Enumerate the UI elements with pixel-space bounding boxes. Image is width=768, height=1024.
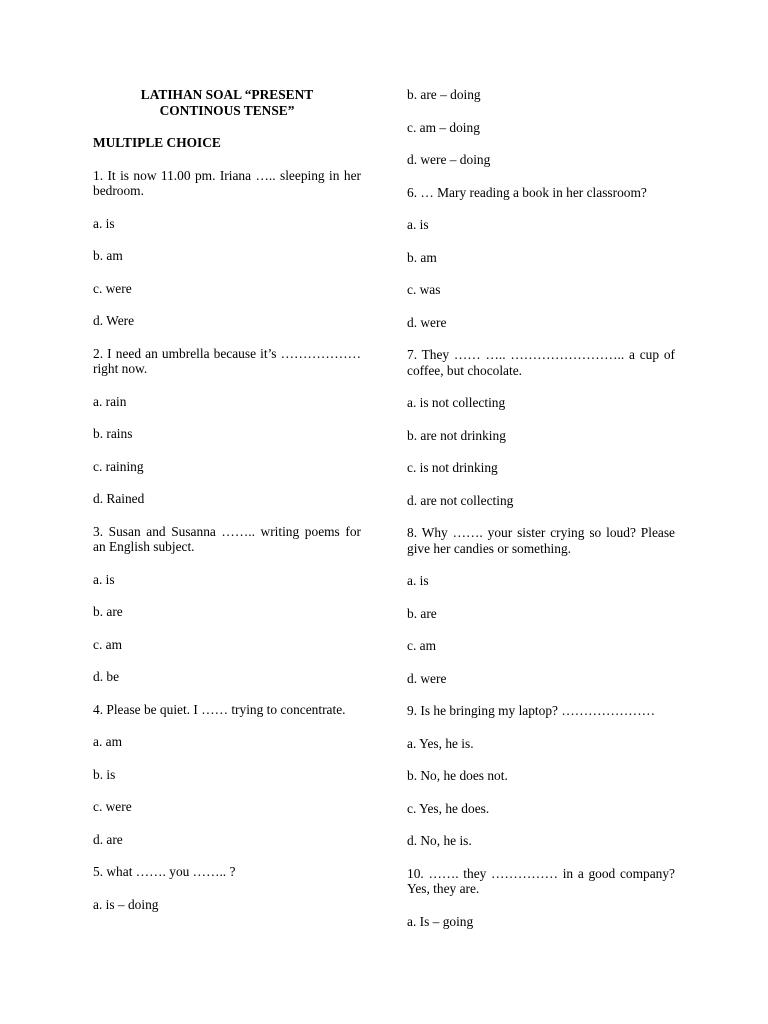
title-line-2: CONTINOUS TENSE” [159, 102, 295, 118]
question-9-option-c: c. Yes, he does. [407, 800, 490, 816]
question-7-option-d: d. are not collecting [407, 492, 514, 508]
question-9-option-b: b. No, he does not. [407, 768, 508, 783]
question-8: 8. Why ……. your sister crying so loud? Please give her candies or something. [407, 525, 675, 556]
document-title [93, 87, 361, 118]
question-2-option-a: a. rain [93, 393, 127, 409]
question-1-option-c: c. were [93, 280, 132, 296]
question-4: 4. Please be quiet. I …… trying to concentrate. [93, 701, 346, 717]
question-4-option-b: b. is [93, 766, 116, 782]
question-1-option-d: d. Were [93, 313, 135, 328]
question-10: 10. ……. they …………… in a good company? Yes, they are. [407, 865, 675, 896]
question-9-option-a: a. Yes, he is. [407, 735, 474, 751]
question-1-option-a: a. is [93, 215, 115, 231]
question-3-option-d: d. be [93, 669, 120, 684]
question-3-option-a: a. is [93, 571, 115, 587]
question-7-option-c: c. is not drinking [407, 460, 498, 475]
question-6-option-b: b. am [407, 249, 437, 265]
question-7-option-a: a. is not collecting [407, 395, 506, 410]
question-9-option-d: d. No, he is. [407, 833, 472, 848]
question-7-option-b: b. are not drinking [407, 427, 506, 443]
question-5-option-b: b. are – doing [407, 87, 481, 102]
question-3: 3. Susan and Susanna …….. writing poems for an English subject. [93, 523, 361, 554]
question-4-option-a: a. am [93, 734, 122, 749]
question-9: 9. Is he bringing my laptop? ………………… [407, 703, 656, 718]
question-6-option-c: c. was [407, 282, 441, 297]
question-3-option-c: c. am [93, 636, 122, 652]
question-4-option-c: c. were [93, 799, 132, 814]
question-6-option-a: a. is [407, 217, 429, 232]
question-6: 6. … Mary reading a book in her classroom? [407, 184, 647, 200]
question-8-option-a: a. is [407, 573, 429, 588]
question-1-option-b: b. am [93, 248, 123, 263]
title-line-1: LATIHAN SOAL “PRESENT [140, 87, 314, 102]
question-3-option-b: b. are [93, 604, 123, 619]
question-5-option-c: c. am – doing [407, 119, 480, 135]
question-5-option-a: a. is – doing [93, 896, 159, 912]
question-2: 2. I need an umbrella because it’s ……………… right now. [93, 345, 361, 376]
question-6-option-d: d. were [407, 314, 447, 330]
right-column [407, 87, 675, 946]
question-5-option-d: d. were – doing [407, 152, 491, 167]
left-column [93, 87, 361, 929]
question-5: 5. what ……. you …….. ? [93, 864, 236, 879]
question-8-option-b: b. are [407, 605, 437, 621]
question-7: 7. They …… ….. …………………….. a cup of coffee, but chocolate. [407, 347, 675, 378]
question-8-option-c: c. am [407, 638, 436, 653]
question-1: 1. It is now 11.00 pm. Iriana ….. sleeping in her bedroom. [93, 167, 361, 198]
question-2-option-c: c. raining [93, 458, 144, 474]
question-2-option-d: d. Rained [93, 491, 145, 506]
section-heading: MULTIPLE CHOICE [93, 135, 221, 150]
question-2-option-b: b. rains [93, 426, 133, 441]
question-8-option-d: d. were [407, 670, 447, 686]
question-10-option-a: a. Is – going [407, 913, 474, 929]
question-4-option-d: d. are [93, 831, 123, 847]
